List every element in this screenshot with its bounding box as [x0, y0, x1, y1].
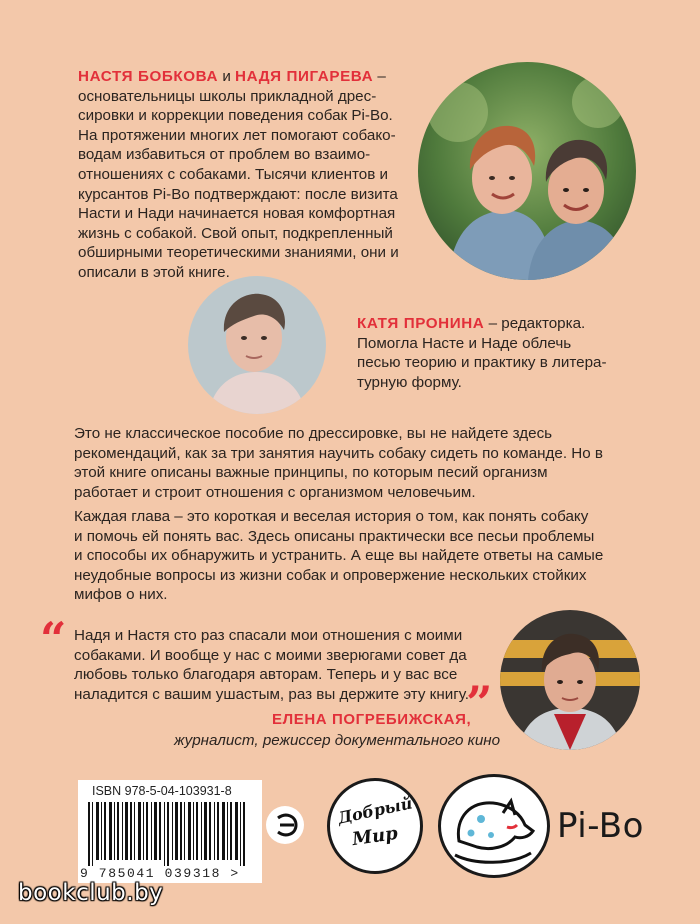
authors-line: На протяжении многих лет помогают собако- — [78, 126, 396, 144]
description-line: рекомендаций, как за три занятия научить собаку сидеть по команде. Но в — [74, 444, 603, 462]
barcode — [78, 780, 262, 883]
dog-icon — [441, 777, 547, 875]
quote-line: наладится с вашим ушастым, раз вы держите эту книгу. — [74, 685, 470, 703]
authors-text — [78, 67, 418, 283]
authors-line: водам избавиться от проблем во взаимо- — [78, 146, 371, 164]
pibo-text: Pi-Bo — [557, 806, 644, 846]
quote-text — [74, 626, 494, 704]
editor-text — [357, 314, 657, 392]
eksmo-icon — [266, 806, 304, 844]
authors-line: сировки и коррекции поведения собак Pi-Bo. — [78, 107, 393, 125]
quote-line: любовь только благодаря авторам. Теперь и у вас все — [74, 666, 458, 684]
description-line: мифов о них. — [74, 586, 168, 604]
quote-author-role: журналист, режиссер документального кино — [174, 732, 501, 749]
description-line: Это не классическое пособие по дрессировке, вы не найдете здесь — [74, 425, 553, 442]
description-paragraph-2 — [74, 507, 634, 605]
conjunction: и — [222, 68, 231, 85]
authors-line: курсантов Pi-Bo подтверждают: после визита — [78, 185, 398, 203]
dobry-mir-line-2: Мир — [350, 822, 400, 851]
site-watermark: bookclub.by — [18, 880, 164, 906]
description-line: и способы их обнаружить и устранить. А еще вы найдете ответы на самые — [74, 547, 604, 565]
description-line: Каждая глава – это короткая и веселая история о том, как понять собаку — [74, 508, 589, 525]
quote-line: собаками. И вообще у нас с моими зверюгами совет да — [74, 646, 467, 664]
quote-author: ЕЛЕНА ПОГРЕБИЖСКАЯ, — [272, 711, 472, 728]
description-paragraph-1 — [74, 424, 634, 502]
description-line: этой книге описаны важные принципы, по которым песий организм — [74, 464, 548, 482]
editor-line: песью теорию и практику в литера- — [357, 354, 607, 372]
description-line: работает и строит отношения с организмом человечьим. — [74, 483, 476, 501]
publisher-logo — [266, 806, 304, 844]
author-name-1: НАСТЯ БОБКОВА — [78, 68, 219, 85]
quote-close-mark: ” — [466, 676, 493, 730]
quote-open-mark: “ — [40, 612, 67, 666]
barcode-bars — [86, 802, 254, 866]
quote-author-photo — [500, 610, 640, 750]
description-line: и помочь ей понять вас. Здесь описаны практически все песьи проблемы — [74, 527, 595, 545]
quote-line: Надя и Настя сто раз спасали мои отношения с моими — [74, 627, 463, 644]
editor-line: турную форму. — [357, 373, 462, 391]
description-line: неудобные вопросы из жизни собак и опровержение нескольких стойких — [74, 566, 587, 584]
authors-line: Насти и Нади начинается новая комфортная — [78, 205, 396, 223]
editor-photo — [188, 276, 326, 414]
authors-line: основательницы школы прикладной дрес- — [78, 87, 377, 105]
dash: – — [377, 68, 386, 85]
editor-name: КАТЯ ПРОНИНА — [357, 315, 485, 332]
authors-line: описали в этой книге. — [78, 263, 230, 281]
author-name-2: НАДЯ ПИГАРЕВА — [235, 68, 374, 85]
pibo-logo — [438, 774, 550, 878]
dobry-mir-logo — [327, 778, 423, 874]
authors-line: отношениях с собаками. Тысячи клиентов и — [78, 165, 389, 183]
isbn-text: ISBN 978-5-04-103931-8 — [92, 784, 232, 798]
authors-line: жизнь с собакой. Свой опыт, подкрепленный — [78, 224, 393, 242]
editor-role: – редакторка. — [484, 315, 586, 332]
authors-photo — [418, 62, 636, 280]
barcode-digits: 9 785041 039318 > — [80, 866, 240, 881]
editor-line: Помогла Насте и Наде облечь — [357, 334, 572, 352]
authors-line: обширными теоретическими знаниями, они и — [78, 244, 399, 262]
dobry-mir-line-1: Добрый — [336, 793, 414, 828]
